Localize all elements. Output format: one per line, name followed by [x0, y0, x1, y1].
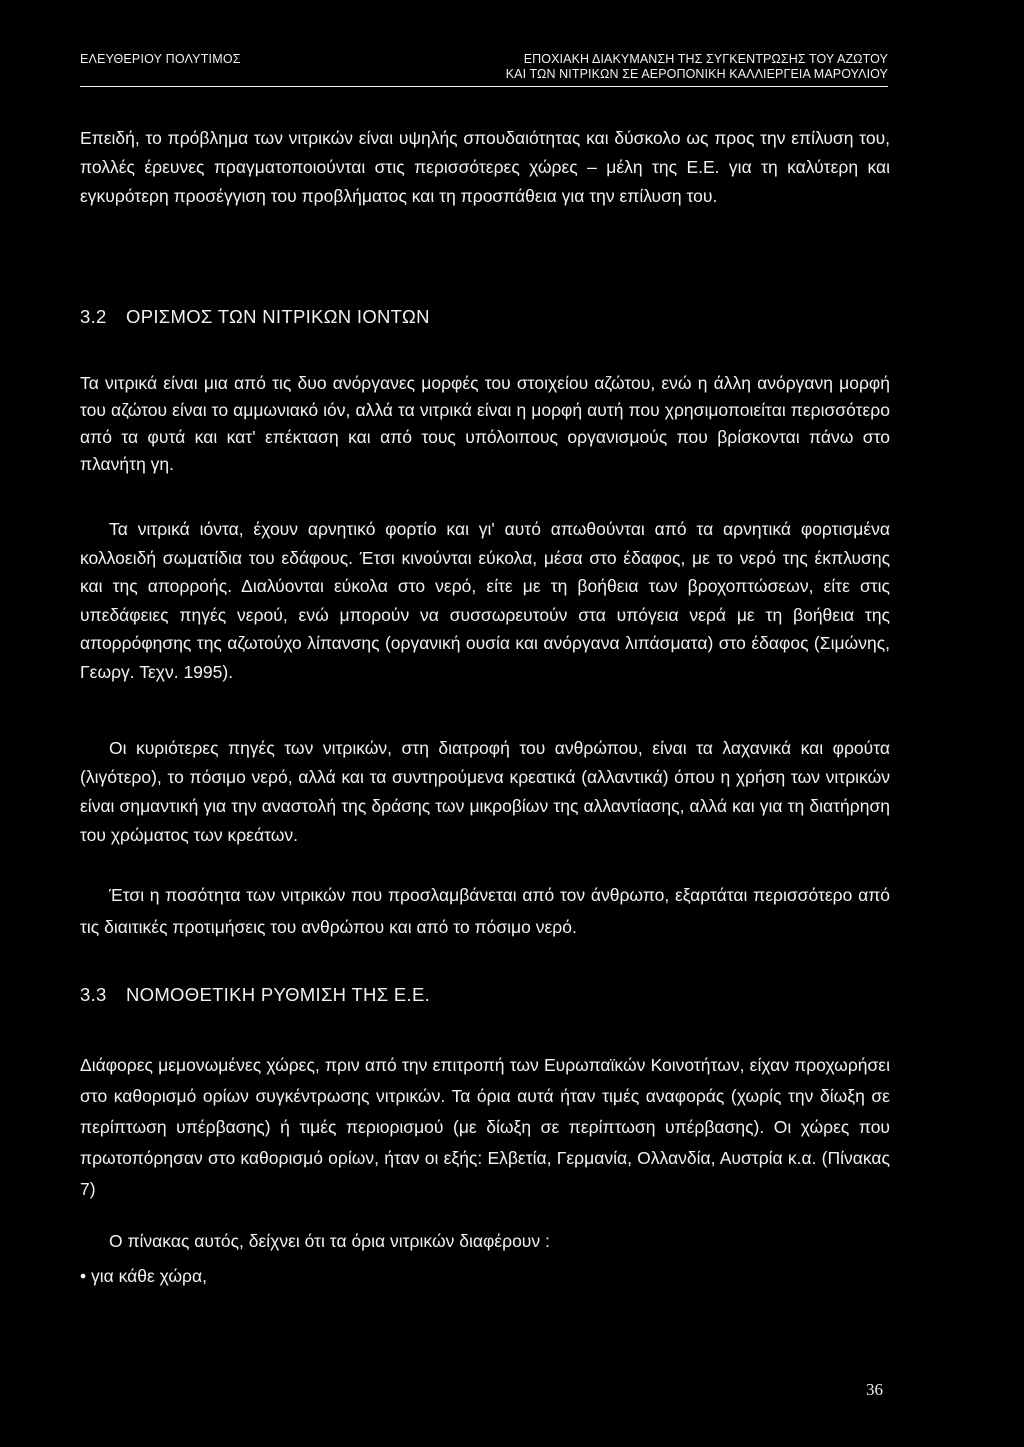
page-number: 36: [866, 1380, 883, 1399]
section-3-2-paragraph-3: Οι κυριότερες πηγές των νιτρικών, στη διατροφή του ανθρώπου, είναι τα λαχανικά και φρούτα (λιγότερο), το πόσιμο νερό, αλλά και τα συντηρούμενα κρεατικά (αλλαντικά) όπου η χρήση των νιτρικών είναι σημαντική για την αναστολή της δράσης των μικροβίων της αλλαντίασης, αλλά και για τη διατήρηση του χρώματος των κρεάτων.: [80, 738, 890, 845]
header-title-line-1: ΕΠΟΧΙΑΚΗ ΔΙΑΚΥΜΑΝΣΗ ΤΗΣ ΣΥΓΚΕΝΤΡΩΣΗΣ ΤΟΥ ΑΖΩΤΟΥ: [523, 52, 888, 66]
header-title: [506, 52, 888, 82]
header-author: ΕΛΕΥΘΕΡΙΟΥ ΠΟΛΥΤΙΜΟΣ: [80, 52, 241, 66]
header-divider: [80, 86, 888, 87]
section-3-2-paragraph-1: Τα νιτρικά είναι μια από τις δυο ανόργανες μορφές του στοιχείου αζώτου, ενώ η άλλη ανόργανη μορφή του αζώτου είναι το αμμωνιακό ιόν, αλλά τα νιτρικά είναι η μορφή αυτή που χρησιμοποιείται περισσότερο από τα φυτά και κατ' επέκταση και από τους υπόλοιπους οργανισμούς που βρίσκονται πάνω στο πλανήτη γη.: [80, 373, 890, 474]
section-3-3-heading: [80, 984, 430, 1006]
section-3-3-number: 3.3: [80, 984, 107, 1005]
page-header: [80, 50, 888, 90]
section-3-2-title: ΟΡΙΣΜΟΣ ΤΩΝ ΝΙΤΡΙΚΩΝ ΙΟΝΤΩΝ: [126, 306, 430, 327]
header-title-line-2: ΚΑΙ ΤΩΝ ΝΙΤΡΙΚΩΝ ΣΕ ΑΕΡΟΠΟΝΙΚΗ ΚΑΛΛΙΕΡΓΕΙΑ ΜΑΡΟΥΛΙΟΥ: [505, 67, 888, 81]
section-3-3-title: ΝΟΜΟΘΕΤΙΚΗ ΡΥΘΜΙΣΗ ΤΗΣ Ε.Ε.: [126, 984, 431, 1005]
section-3-2-number: 3.2: [80, 306, 107, 327]
section-3-2-heading: [80, 306, 430, 328]
intro-paragraph: Επειδή, το πρόβλημα των νιτρικών είναι υψηλής σπουδαιότητας και δύσκολο ως προς την επίλυση του, πολλές έρευνες πραγματοποιούνται στις περισσότερες χώρες – μέλη της Ε.Ε. για τη καλύτερη και εγκυρότερη προσέγγιση του προβλήματος και τη προσπάθεια για την επίλυση του.: [80, 128, 890, 206]
section-3-2-paragraph-4: Έτσι η ποσότητα των νιτρικών που προσλαμβάνεται από τον άνθρωπο, εξαρτάται περισσότερο από τις διαιτικές προτιμήσεις του ανθρώπου και από το πόσιμο νερό.: [80, 885, 890, 937]
section-3-2-paragraph-2: Τα νιτρικά ιόντα, έχουν αρνητικό φορτίο και γι' αυτό απωθούνται από τα αρνητικά φορτισμένα κολλοειδή σωματίδια του εδάφους. Έτσι κινούνται εύκολα, μέσα στο έδαφος, με το νερό της έκπλυσης και της απορροής. Διαλύονται εύκολα στο νερό, είτε με τη βοήθεια των βροχοπτώσεων, είτε στις υπεδάφειες πηγές νερού, ενώ μπορούν να συσσωρευτούν στα υπόγεια νερά με τη βοήθεια της απορρόφησης της αζωτούχο λίπανσης (οργανική ουσία και ανόργανα λιπάσματα) στο έδαφος (Σιμώνης, Γεωργ. Τεχν. 1995).: [80, 519, 890, 682]
section-3-3-paragraph-2: Ο πίνακας αυτός, δείχνει ότι τα όρια νιτρικών διαφέρουν :: [109, 1231, 550, 1251]
bullet-list-item: • για κάθε χώρα,: [80, 1266, 207, 1286]
section-3-3-paragraph-1: Διάφορες μεμονωμένες χώρες, πριν από την επιτροπή των Ευρωπαϊκών Κοινοτήτων, είχαν προχωρήσει στο καθορισμό ορίων συγκέντρωσης νιτρικών. Τα όρια αυτά ήταν τιμές αναφοράς (χωρίς την δίωξη σε περίπτωση υπέρβασης) ή τιμές περιορισμού (με δίωξη σε περίπτωση υπέρβασης). Οι χώρες που πρωτοπόρησαν στο καθορισμό ορίων, ήταν οι εξής: Ελβετία, Γερμανία, Ολλανδία, Αυστρία κ.α. (Πίνακας 7): [80, 1055, 890, 1199]
